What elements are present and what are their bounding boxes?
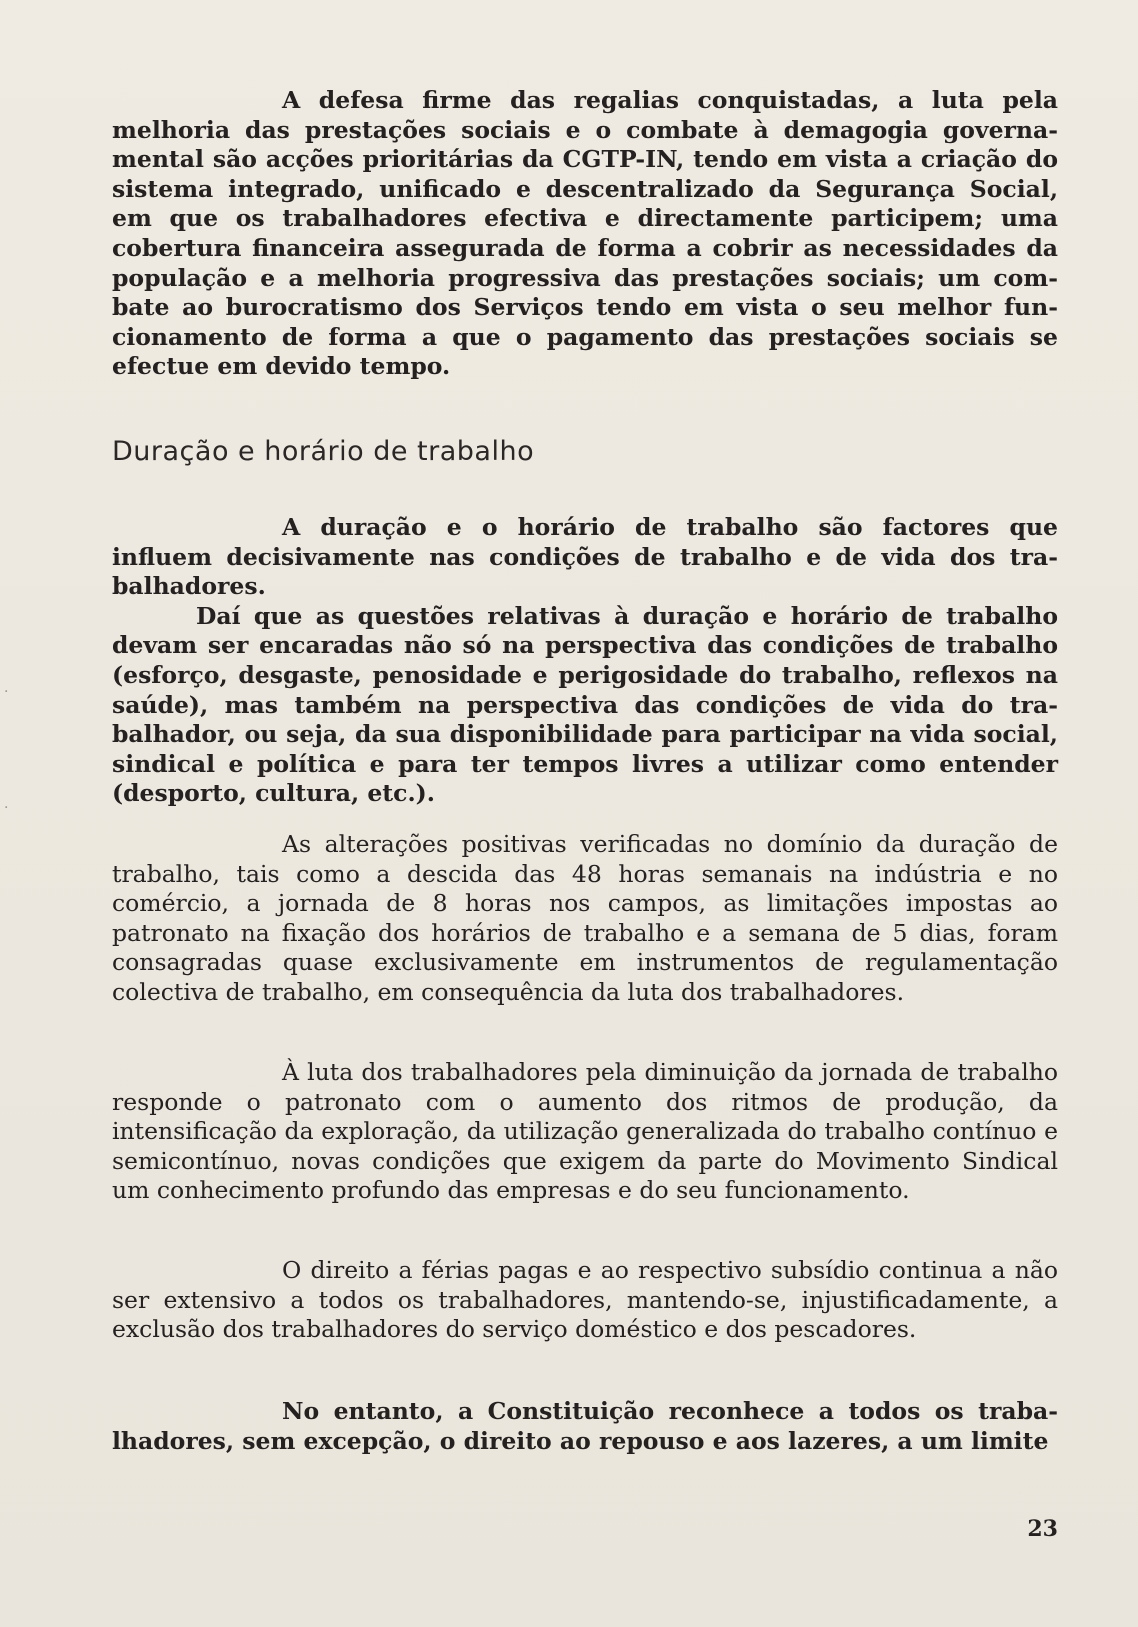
section-duration xyxy=(112,513,1058,809)
paragraph-paid-holidays: O direito a férias pagas e ao respectivo subsídio continua a não ser extensivo a todos os trabalhadores, mantendo-se, injustificadamente, a exclusão dos trabalhadores do serviço doméstico e dos pescadores. xyxy=(112,1256,1058,1344)
margin-mark: · xyxy=(4,800,9,816)
section-heading: Duração e horário de trabalho xyxy=(112,436,535,467)
paragraph-duration-intro: A duração e o horário de trabalho são factores que influem decisivamente nas condições de trabalho e de vida dos trabalhadores. xyxy=(112,513,1058,601)
section-changes xyxy=(112,830,1058,1008)
paragraph-constitution: No entanto, a Constituição reconhece a todos os trabalhadores, sem excepção, o direito ao repouso e aos lazeres, a um limite xyxy=(112,1397,1058,1455)
paragraph-social-security: A defesa firme das regalias conquistadas, a luta pela melhoria das prestações sociais e o combate à demagogia governamental são acções prioritárias da CGTP-IN, tendo em vista a criação do sistema integrado, unificado e descentralizado da Segurança Social, em que os trabalhadores efectiva e directamente participem; uma cobertura financeira assegurada de forma a cobrir as necessidades da população e a melhoria progressiva das prestações sociais; um combate ao burocratismo dos Serviços tendo em vista o seu melhor funcionamento de forma a que o pagamento das prestações sociais se efectue em devido tempo. xyxy=(112,86,1058,381)
paragraph-positive-changes: As alterações positivas verificadas no domínio da duração de trabalho, tais como a descida das 48 horas semanais na indústria e no comércio, a jornada de 8 horas nos campos, as limitações impostas ao patronato na fixação dos horários de trabalho e a semana de 5 dias, foram consagradas quase exclusivamente em instrumentos de regulamentação colectiva de trabalho, em consequência da luta dos trabalhadores. xyxy=(112,830,1058,1006)
paragraph-struggle: À luta dos trabalhadores pela diminuição da jornada de trabalho responde o patronato com o aumento dos ritmos de produção, da intensificação da exploração, da utilização generalizada do trabalho contínuo e semicontínuo, novas condições que exigem da parte do Movimento Sindical um conhecimento profundo das empresas e do seu funcionamento. xyxy=(112,1058,1058,1205)
page-number: 23 xyxy=(1027,1516,1058,1542)
section-heading-wrapper xyxy=(112,436,1058,467)
margin-mark: · xyxy=(4,684,9,700)
section-holidays xyxy=(112,1256,1058,1345)
paragraph-duration-questions: Daí que as questões relativas à duração e horário de trabalho devam ser encaradas não só na perspectiva das condições de trabalho (esforço, desgaste, penosidade e perigosidade do trabalho, reflexos na saúde), mas também na perspectiva das condições de vida do trabalhador, ou seja, da sua disponibilidade para participar na vida social, sindical e política e para ter tempos livres a utilizar como entender (desporto, cultura, etc.). xyxy=(112,601,1058,808)
section-struggle xyxy=(112,1058,1058,1206)
section-constitution xyxy=(112,1397,1058,1456)
section-social-security xyxy=(112,86,1058,382)
